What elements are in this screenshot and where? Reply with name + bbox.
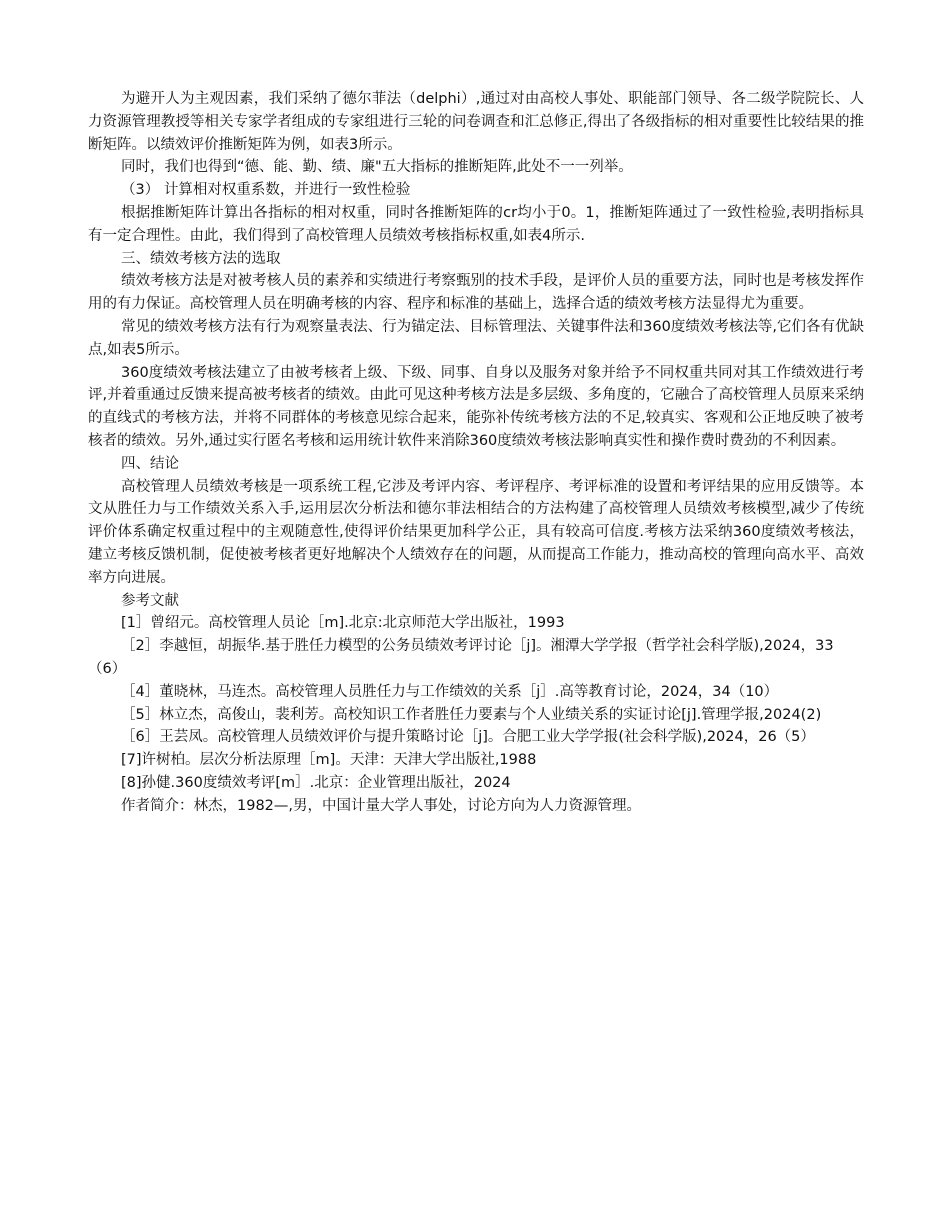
paragraph-360-degree: 360度绩效考核法建立了由被考核者上级、下级、同事、自身以及服务对象并给予不同权重共同对其工作绩效进行考评,并着重通过反馈来提高被考核者的绩效。由此可见这种考核方法是多层级、多角度的，它融合了高校管理人员原来采纳的直线式的考核方法，并将不同群体的考核意见综合起来，能弥补传统考核方法的不足,较真实、客观和公正地反映了被考核者的绩效。另外,通过实行匿名考核和运用统计软件来消除360度绩效考核法影响真实性和操作费时费劲的不利因素。 <box>88 364 864 449</box>
paragraph-five-indicators: 同时，我们也得到“德、能、勤、绩、廉"五大指标的推断矩阵,此处不一一列举。 <box>121 159 633 176</box>
document-page <box>88 88 864 818</box>
subheading-weight-calculation: （3） 计算相对权重系数，并进行一致性检验 <box>121 182 411 199</box>
author-note: 作者简介：林杰，1982—,男，中国计量大学人事处，讨论方向为人力资源管理。 <box>121 797 642 814</box>
section-heading-method-selection: 三、绩效考核方法的选取 <box>121 250 281 267</box>
references-heading: 参考文献 <box>121 592 179 609</box>
reference-item: ［4］董晓林，马连杰。高校管理人员胜任力与工作绩效的关系［j］.高等教育讨论，2024，34（10） <box>121 683 779 700</box>
section-heading-conclusion: 四、结论 <box>121 455 179 472</box>
paragraph-delphi-method: 为避开人为主观因素，我们采纳了德尔菲法（delphi）,通过对由高校人事处、职能部门领导、各二级学院院长、人力资源管理教授等相关专家学者组成的专家组进行三轮的问卷调查和汇总修正,得出了各级指标的相对重要性比较结果的推断矩阵。以绩效评价推断矩阵为例，如表3所示。 <box>88 91 864 153</box>
reference-item: ［5］林立杰，高俊山，裴利芳。高校知识工作者胜任力要素与个人业绩关系的实证讨论[j].管理学报,2024(2) <box>121 706 822 723</box>
paragraph-consistency-check: 根据推断矩阵计算出各指标的相对权重，同时各推断矩阵的cr均小于0。1，推断矩阵通过了一致性检验,表明指标具有一定合理性。由此，我们得到了高校管理人员绩效考核指标权重,如表4所示. <box>88 204 864 244</box>
reference-item: [7]许树柏。层次分析法原理［m]。天津：天津大学出版社,1988 <box>121 752 537 769</box>
reference-item: ［6］王芸凤。高校管理人员绩效评价与提升策略讨论［j]。合肥工业大学学报(社会科学版),2024，26（5） <box>121 729 815 746</box>
reference-item: ［2］李越恒，胡振华.基于胜任力模型的公务员绩效考评讨论［j]。湘潭大学学报（哲学社会科学版),2024，33 （6） <box>88 638 834 677</box>
reference-item: [1］曾绍元。高校管理人员论［m].北京:北京师范大学出版社，1993 <box>121 615 565 632</box>
paragraph-method-definition: 绩效考核方法是对被考核人员的素养和实绩进行考察甄别的技术手段，是评价人员的重要方法，同时也是考核发挥作用的有力保证。高校管理人员在明确考核的内容、程序和标准的基础上，选择合适的绩效考核方法显得尤为重要。 <box>88 273 864 313</box>
paragraph-common-methods: 常见的绩效考核方法有行为观察量表法、行为锚定法、目标管理法、关键事件法和360度绩效考核法等,它们各有优缺点,如表5所示。 <box>88 318 864 358</box>
reference-list <box>88 612 864 794</box>
reference-item: [8]孙健.360度绩效考评[m］.北京：企业管理出版社，2024 <box>121 774 511 791</box>
paragraph-conclusion: 高校管理人员绩效考核是一项系统工程,它涉及考评内容、考评程序、考评标准的设置和考评结果的应用反馈等。本文从胜任力与工作绩效关系入手,运用层次分析法和德尔菲法相结合的方法构建了高校管理人员绩效考核模型,减少了传统评价体系确定权重过程中的主观随意性,使得评价结果更加科学公正，具有较高可信度.考核方法采纳360度绩效考核法，建立考核反馈机制，促使被考核者更好地解决个人绩效存在的问题，从而提高工作能力，推动高校的管理向高水平、高效率方向进展。 <box>88 478 864 586</box>
